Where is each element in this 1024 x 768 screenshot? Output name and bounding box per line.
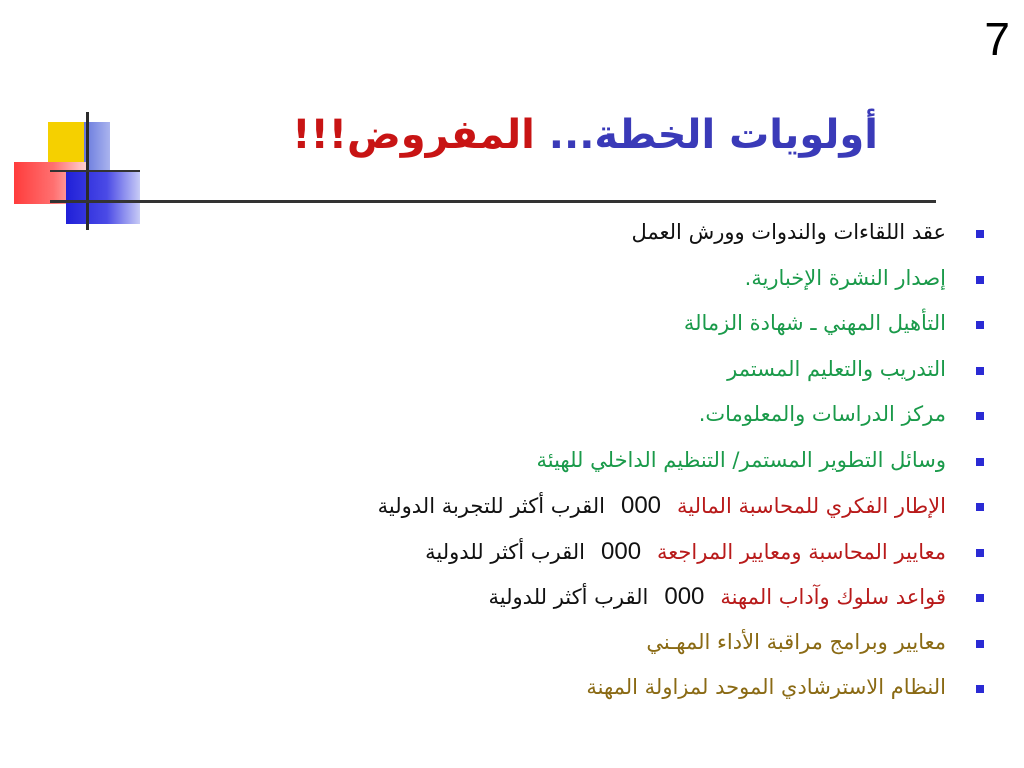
list-item <box>84 574 984 620</box>
item-number: 000 <box>601 537 642 565</box>
item-text: قواعد سلوك وآداب المهنة <box>720 585 946 609</box>
square-bullet-icon <box>976 549 984 557</box>
item-text: مركز الدراسات والمعلومات. <box>698 402 946 426</box>
list-item <box>84 665 984 711</box>
list-item <box>84 620 984 666</box>
priorities-list <box>84 210 984 711</box>
square-bullet-icon <box>976 412 984 420</box>
slide-number: 7 <box>984 13 1010 65</box>
item-text: النظام الاسترشادي الموحد لمزاولة المهنة <box>586 675 946 699</box>
square-bullet-icon <box>976 230 984 238</box>
square-bullet-icon <box>976 367 984 375</box>
item-suffix: القرب أكثر للدولية <box>488 585 649 609</box>
square-bullet-icon <box>976 503 984 511</box>
item-number: 000 <box>664 583 705 610</box>
item-text: الإطار الفكري للمحاسبة المالية <box>677 494 946 518</box>
item-text: وسائل التطوير المستمر/ التنظيم الداخلي للهيئة <box>536 447 946 472</box>
item-suffix: القرب أكثر للتجربة الدولية <box>377 494 605 518</box>
title-divider <box>50 200 936 203</box>
title-part-1: أولويات الخطة... <box>548 112 878 158</box>
item-suffix: القرب أكثر للدولية <box>425 539 585 564</box>
item-text: معايير وبرامج مراقبة الأداء المهـني <box>646 629 946 654</box>
list-item <box>84 438 984 484</box>
item-text: عقد اللقاءات والندوات وورش العمل <box>631 220 946 244</box>
list-item <box>84 392 984 438</box>
title-part-2: المفروض!!! <box>292 112 549 158</box>
list-item <box>84 483 984 529</box>
list-item <box>84 347 984 393</box>
list-item <box>84 210 984 256</box>
list-item <box>84 256 984 302</box>
item-text: معايير المحاسبة ومعايير المراجعة <box>657 539 946 564</box>
square-bullet-icon <box>976 276 984 284</box>
short-horizontal-line <box>50 170 140 172</box>
square-bullet-icon <box>976 640 984 648</box>
item-text: التدريب والتعليم المستمر <box>727 356 946 381</box>
item-text: التأهيل المهني ـ شهادة الزمالة <box>683 311 946 335</box>
decorative-logo <box>0 0 160 240</box>
list-item <box>84 529 984 575</box>
item-number: 000 <box>620 492 662 519</box>
item-text: إصدار النشرة الإخبارية. <box>744 265 946 290</box>
square-bullet-icon <box>976 321 984 329</box>
slide-title <box>292 112 878 158</box>
square-bullet-icon <box>976 594 984 602</box>
square-bullet-icon <box>976 458 984 466</box>
list-item <box>84 301 984 347</box>
square-bullet-icon <box>976 685 984 693</box>
